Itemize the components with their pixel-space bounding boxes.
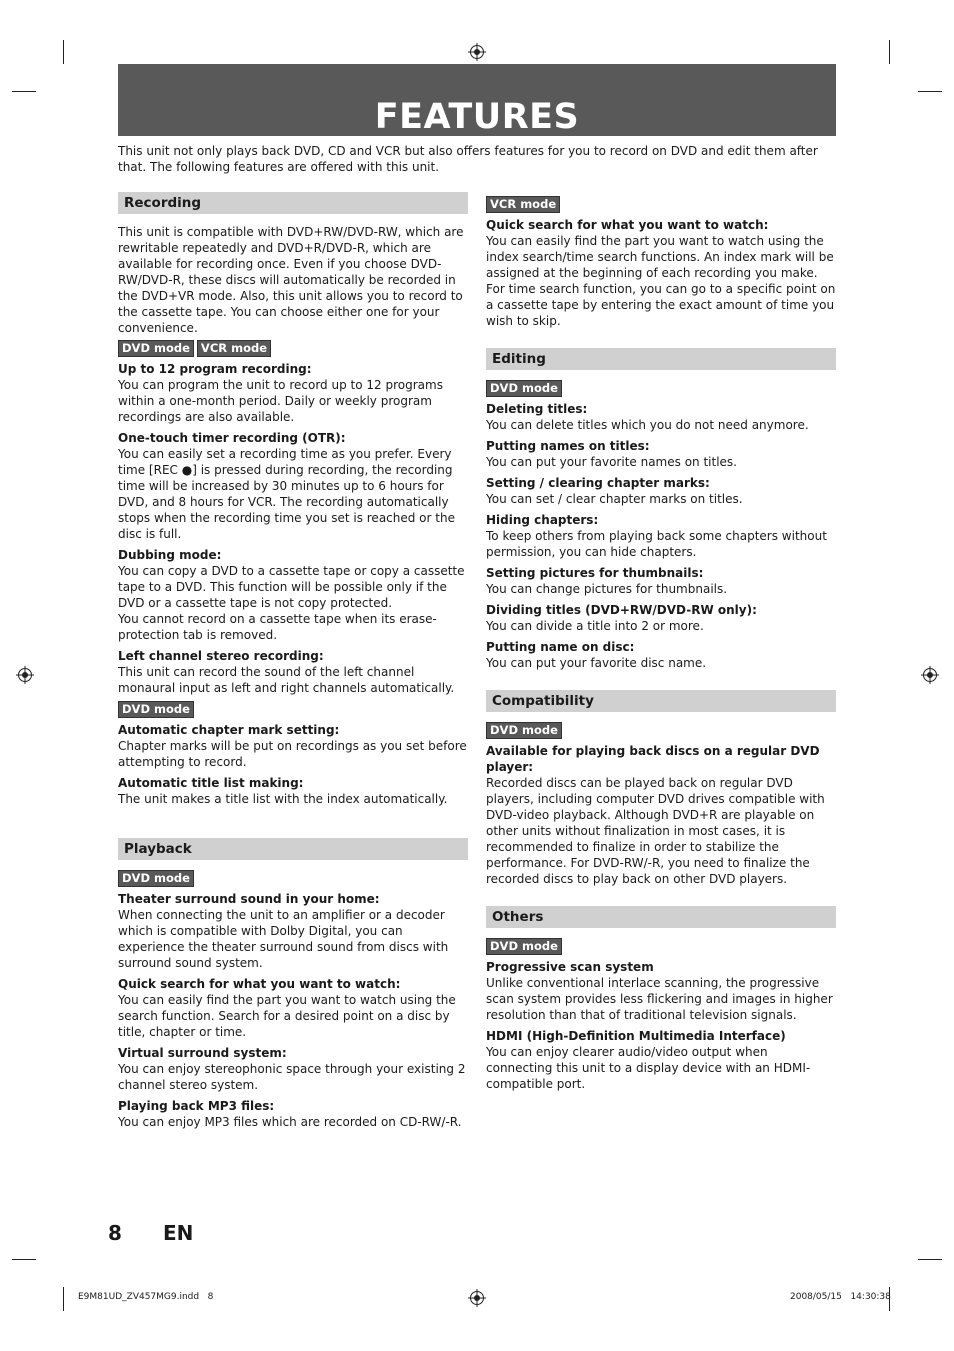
feature-item: [118, 361, 468, 425]
registration-mark-icon: [923, 668, 937, 682]
feature-title: Automatic title list making:: [118, 776, 304, 790]
mode-badge: DVD mode: [486, 380, 562, 397]
feature-title: Setting pictures for thumbnails:: [486, 566, 704, 580]
feature-title: Quick search for what you want to watch:: [486, 218, 769, 232]
feature-item: [118, 1098, 468, 1130]
page-number: 8: [108, 1221, 122, 1245]
feature-item: [118, 891, 468, 971]
feature-title: Playing back MP3 files:: [118, 1099, 275, 1113]
feature-title: Virtual surround system:: [118, 1046, 287, 1060]
crop-mark: [12, 1259, 36, 1260]
feature-item: [486, 438, 836, 470]
title-banner: [118, 64, 836, 136]
feature-title: Left channel stereo recording:: [118, 649, 324, 663]
feature-title: Putting name on disc:: [486, 640, 635, 654]
crop-mark: [889, 40, 890, 64]
feature-text: You can put your favorite names on titles.: [486, 455, 737, 469]
feature-text: You can put your favorite disc name.: [486, 656, 707, 670]
registration-mark-icon: [18, 668, 32, 682]
crop-mark: [63, 1287, 64, 1311]
feature-item: [486, 639, 836, 671]
feature-title: Putting names on titles:: [486, 439, 650, 453]
feature-text: You can easily find the part you want to watch using the index search/time search functions. An index mark will be assigned at the beginning of each recording you make. For time search function, you can go to a specific point on a cassette tape by entering the exact amount of time you wish to skip.: [486, 234, 836, 328]
feature-title: Quick search for what you want to watch:: [118, 977, 401, 991]
feature-text: You can divide a title into 2 or more.: [486, 619, 704, 633]
feature-item: [486, 1028, 836, 1092]
feature-title: Setting / clearing chapter marks:: [486, 476, 710, 490]
feature-item: [486, 401, 836, 433]
feature-title: HDMI (High-Definition Multimedia Interface): [486, 1029, 786, 1043]
feature-text: The unit makes a title list with the index automatically.: [118, 792, 448, 806]
feature-text: You can program the unit to record up to 12 programs within a one-month period. Daily or weekly program recordings are also available.: [118, 378, 443, 424]
registration-mark-icon: [470, 45, 484, 59]
feature-text: You can set / clear chapter marks on titles.: [486, 492, 743, 506]
feature-item: [118, 775, 468, 807]
registration-mark-icon: [470, 1291, 484, 1305]
mode-badges: [486, 380, 836, 397]
feature-text: You can delete titles which you do not need anymore.: [486, 418, 809, 432]
mode-badge: DVD mode: [118, 340, 194, 357]
feature-title: Available for playing back discs on a regular DVD player:: [486, 744, 820, 774]
feature-text: You cannot record on a cassette tape when its erase-protection tab is removed.: [118, 612, 437, 642]
feature-item: [486, 602, 836, 634]
mode-badge: DVD mode: [118, 870, 194, 887]
feature-text: You can easily set a recording time as you prefer. Every time [REC ●] is pressed during recording, the recording time will be increased by 30 minutes up to 6 hours for DVD, and 8 hours for VCR. The recording automatically stops when the recording time you set is reached or the disc is full.: [118, 447, 455, 541]
right-column: [486, 192, 836, 1097]
feature-item: [118, 547, 468, 643]
mode-badge: VCR mode: [486, 196, 560, 213]
section-heading: Recording: [118, 192, 468, 214]
feature-text: You can enjoy MP3 files which are recorded on CD-RW/-R.: [118, 1115, 462, 1129]
feature-text: Chapter marks will be put on recordings as you set before attempting to record.: [118, 739, 467, 769]
page-language: EN: [163, 1221, 194, 1245]
feature-title: Progressive scan system: [486, 960, 654, 974]
mode-badges: [118, 340, 468, 357]
feature-item: [486, 959, 836, 1023]
page-title: FEATURES: [374, 97, 580, 137]
mode-badge: VCR mode: [197, 340, 271, 357]
feature-title: Hiding chapters:: [486, 513, 599, 527]
mode-badges: [118, 701, 468, 718]
feature-title: One-touch timer recording (OTR):: [118, 431, 346, 445]
crop-mark: [918, 1259, 942, 1260]
feature-item: [118, 648, 468, 696]
section-text: This unit is compatible with DVD+RW/DVD-RW, which are rewritable repeatedly and DVD+R/DVD-R, which are available for recording once. Even if you choose DVD-RW/DVD-R, these discs will automatically be recorded in the DVD+VR mode. Also, this unit allows you to record to the cassette tape. You can choose either one for your convenience.: [118, 225, 464, 335]
feature-item: [486, 217, 836, 329]
feature-title: Up to 12 program recording:: [118, 362, 312, 376]
feature-title: Dubbing mode:: [118, 548, 222, 562]
feature-title: Deleting titles:: [486, 402, 588, 416]
crop-mark: [63, 40, 64, 64]
feature-title: Theater surround sound in your home:: [118, 892, 380, 906]
feature-text: Unlike conventional interlace scanning, the progressive scan system provides less flickering and images in higher resolution than that of traditional television signals.: [486, 976, 833, 1022]
section-heading: Editing: [486, 348, 836, 370]
feature-item: [486, 475, 836, 507]
feature-item: [486, 565, 836, 597]
feature-item: [486, 512, 836, 560]
feature-text: You can easily find the part you want to watch using the search function. Search for a desired point on a disc by title, chapter or time.: [118, 993, 456, 1039]
feature-text: When connecting the unit to an amplifier or a decoder which is compatible with Dolby Digital, you can experience the theater surround sound from discs with surround sound system.: [118, 908, 449, 970]
mode-badge: DVD mode: [486, 722, 562, 739]
feature-item: [118, 976, 468, 1040]
feature-text: You can copy a DVD to a cassette tape or copy a cassette tape to a DVD. This function will be possible only if the DVD or a cassette tape is not copy protected.: [118, 564, 465, 610]
feature-text: To keep others from playing back some chapters without permission, you can hide chapters.: [486, 529, 827, 559]
crop-mark: [918, 91, 942, 92]
mode-badges: [486, 938, 836, 955]
feature-text: Recorded discs can be played back on regular DVD players, including computer DVD drives compatible with DVD-video playback. Although DVD+R are playable on other units without finalization in most cases, it is recommended to finalize in order to stabilize the performance. For DVD-RW/-R, you need to finalize the recorded discs to play back on other DVD players.: [486, 776, 825, 886]
footer-filename: E9M81UD_ZV457MG9.indd 8: [78, 1292, 214, 1302]
feature-title: Dividing titles (DVD+RW/DVD-RW only):: [486, 603, 757, 617]
mode-badges: [486, 722, 836, 739]
mode-badge: DVD mode: [486, 938, 562, 955]
feature-text: This unit can record the sound of the left channel monaural input as left and right channels automatically.: [118, 665, 455, 695]
left-column: [118, 192, 468, 1135]
feature-item: [118, 722, 468, 770]
mode-badges: [118, 870, 468, 887]
mode-badge: DVD mode: [118, 701, 194, 718]
crop-mark: [12, 91, 36, 92]
feature-text: You can enjoy clearer audio/video output when connecting this unit to a display device with an HDMI-compatible port.: [486, 1045, 811, 1091]
feature-item: [118, 1045, 468, 1093]
feature-title: Automatic chapter mark setting:: [118, 723, 340, 737]
section-heading: Compatibility: [486, 690, 836, 712]
feature-text: You can enjoy stereophonic space through your existing 2 channel stereo system.: [118, 1062, 466, 1092]
feature-text: You can change pictures for thumbnails.: [486, 582, 728, 596]
feature-item: [486, 743, 836, 887]
section-heading: Playback: [118, 838, 468, 860]
feature-item: [118, 430, 468, 542]
mode-badges: [486, 196, 836, 213]
section-heading: Others: [486, 906, 836, 928]
intro-text: This unit not only plays back DVD, CD and VCR but also offers features for you to record on DVD and edit them after that. The following features are offered with this unit.: [118, 144, 818, 174]
footer-timestamp: 2008/05/15 14:30:38: [790, 1292, 891, 1302]
